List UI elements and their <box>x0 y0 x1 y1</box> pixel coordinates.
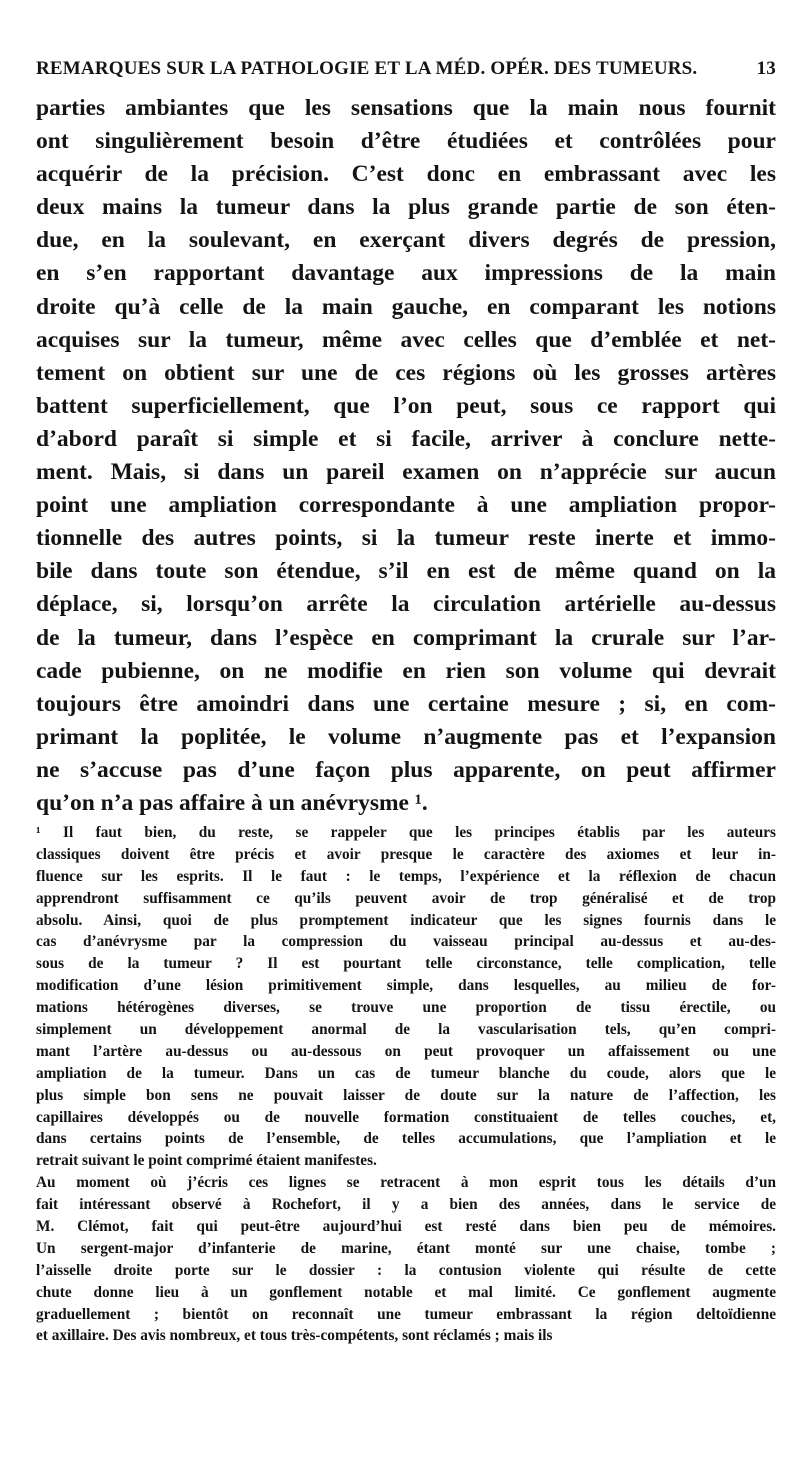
footnote-line: cas d’anévrysme par la compression du vaisseau principal au-dessus et au-des- <box>36 933 776 951</box>
body-text-line: parties ambiantes que les sensations que la main nous fournit <box>36 95 776 121</box>
body-text-line: qu’on n’a pas affaire à un anévrysme ¹. <box>36 789 428 816</box>
body-text-line: ment. Mais, si dans un pareil examen on n’apprécie sur aucun <box>36 459 776 486</box>
footnote-line: ¹ Il faut bien, du reste, se rappeler que les principes établis par les auteurs <box>36 824 776 841</box>
body-text-line: toujours être amoindri dans une certaine mesure ; si, en com- <box>36 690 776 717</box>
footnote-line: simplement un développement anormal de la vascularisation tels, qu’en compri- <box>36 1021 776 1039</box>
body-text-line: déplace, si, lorsqu’on arrête la circulation artérielle au-dessus <box>36 591 776 618</box>
footnote-line: fait intéressant observé à Rochefort, il y a bien des années, dans le service de <box>36 1196 776 1214</box>
footnote-line: retrait suivant le point comprimé étaient manifestes. <box>36 1152 377 1170</box>
footnote-line: modification d’une lésion primitivement simple, dans lesquelles, au milieu de for- <box>36 977 776 995</box>
body-text-line: point une ampliation correspondante à une ampliation propor- <box>36 492 776 519</box>
body-text-line: ont singulièrement besoin d’être étudiées et contrôlées pour <box>36 128 776 155</box>
main-paragraph <box>36 92 776 820</box>
body-text-line: en s’en rapportant davantage aux impressions de la main <box>36 260 776 287</box>
footnote-line: M. Clémot, fait qui peut-être aujourd’hui est resté dans bien peu de mémoires. <box>36 1218 776 1236</box>
footnote-line: mations hétérogènes diverses, se trouve une proportion de tissu érectile, ou <box>36 999 776 1017</box>
footnote-line: apprendront suffisamment ce qu’ils peuvent avoir de trop généralisé et de trop <box>36 889 776 907</box>
footnote-line: absolu. Ainsi, quoi de plus promptement indicateur que les signes fournis dans le <box>36 911 776 929</box>
body-text-line: ne s’accuse pas d’une façon plus apparente, on peut affirmer <box>36 756 776 783</box>
footnote-line: capillaires développés ou de nouvelle formation constituaient de telles couches, et, <box>36 1108 776 1126</box>
body-text-line: cade pubienne, on ne modifie en rien son volume qui devrait <box>36 657 776 684</box>
running-head-title: REMARQUES SUR LA PATHOLOGIE ET LA MÉD. OPÉR. DES TUMEURS. <box>36 58 698 79</box>
footnote-line: Au moment où j’écris ces lignes se retracent à mon esprit tous les détails d’un <box>36 1174 776 1192</box>
body-text-line: deux mains la tumeur dans la plus grande partie de son éten- <box>36 194 776 221</box>
body-text-line: due, en la soulevant, en exerçant divers degrés de pression, <box>36 227 776 254</box>
footnote-line: sous de la tumeur ? Il est pourtant telle circonstance, telle complication, telle <box>36 955 776 973</box>
footnote-line: chute donne lieu à un gonflement notable et mal limité. Ce gonflement augmente <box>36 1283 776 1301</box>
footnote-line: graduellement ; bientôt on reconnaît une tumeur embrassant la région deltoïdienne <box>36 1305 776 1323</box>
footnote-line: Un sergent-major d’infanterie de marine, étant monté sur une chaise, tombe ; <box>36 1239 776 1257</box>
footnote-line: et axillaire. Des avis nombreux, et tous très-compétents, sont réclamés ; mais ils <box>36 1327 553 1345</box>
footnote-line: fluence sur les esprits. Il le faut : le temps, l’expérience et la réflexion de chacun <box>36 867 776 885</box>
footnote-line: classiques doivent être précis et avoir presque le caractère des axiomes et leur in- <box>36 845 776 863</box>
body-text-line: battent superficiellement, que l’on peut, sous ce rapport qui <box>36 392 776 419</box>
footnote-line: mant l’artère au-dessus ou au-dessous on peut provoquer un affaissement ou une <box>36 1042 776 1060</box>
footnote-block <box>36 822 776 1347</box>
body-text-line: bile dans toute son étendue, s’il en est de même quand on la <box>36 558 776 585</box>
body-text-line: tement on obtient sur une de ces régions où les grosses artères <box>36 359 776 386</box>
body-text-line: acquérir de la précision. C’est donc en embrassant avec les <box>36 161 776 188</box>
footnote-line: dans certains points de l’ensemble, de telles accumulations, que l’ampliation et le <box>36 1130 776 1148</box>
page-number: 13 <box>756 58 776 79</box>
body-text-line: d’abord paraît si simple et si facile, arriver à conclure nette- <box>36 425 776 452</box>
body-text-line: primant la poplitée, le volume n’augmente pas et l’expansion <box>36 723 776 750</box>
body-text-line: acquises sur la tumeur, même avec celles que d’emblée et net- <box>36 326 776 353</box>
body-text-line: de la tumeur, dans l’espèce en comprimant la crurale sur l’ar- <box>36 624 776 651</box>
running-head <box>36 58 776 88</box>
footnote-line: l’aisselle droite porte sur le dossier : la contusion violente qui résulte de cette <box>36 1261 776 1279</box>
footnote-line: plus simple bon sens ne pouvait laisser de doute sur la nature de l’affection, les <box>36 1086 776 1104</box>
body-text-line: droite qu’à celle de la main gauche, en comparant les notions <box>36 293 776 320</box>
footnote-line: ampliation de la tumeur. Dans un cas de tumeur blanche du coude, alors que le <box>36 1064 776 1082</box>
body-text-line: tionnelle des autres points, si la tumeur reste inerte et immo- <box>36 525 776 552</box>
